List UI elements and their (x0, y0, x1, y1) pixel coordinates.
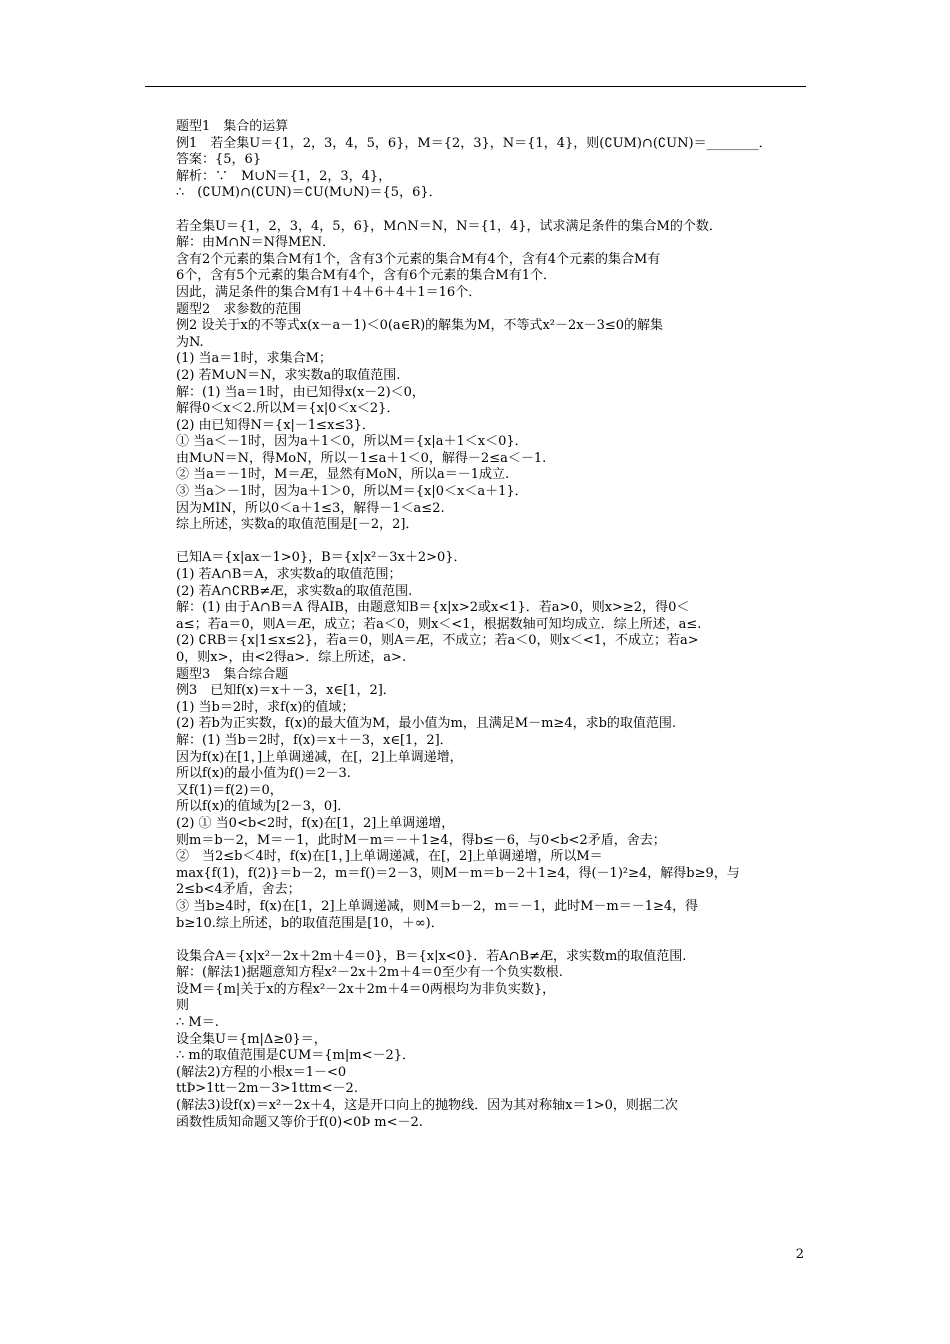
header-rule (145, 86, 806, 87)
text-line: 题型1 集合的运算 (176, 119, 289, 134)
text-line: ② 当a＝－1时，M＝Æ，显然有MoN，所以a＝－1成立. (176, 467, 510, 483)
text-line: (2) ∁RB＝{x|1≤x≤2}，若a＝0，则A＝Æ，不成立；若a＜0，则x＜<1，不成立；若a> (176, 633, 699, 649)
text-line: ∴ m的取值范围是∁UM＝{m|m<－2}． (176, 1048, 416, 1064)
text-line: 因此，满足条件的集合M有1＋4＋6＋4＋1＝16个． (176, 284, 482, 300)
text-line: ③ 当a＞－1时，因为a＋1＞0，所以M＝{x|0＜x＜a＋1}． (176, 484, 528, 500)
text-line: 若全集U＝{1，2，3，4，5，6}，M∩N＝N，N＝{1，4}，试求满足条件的集合M的个数． (176, 218, 722, 234)
page-number: 2 (795, 1247, 804, 1262)
document-body (176, 119, 812, 1131)
text-line: 含有2个元素的集合M有1个，含有3个元素的集合M有4个，含有4个元素的集合M有 (176, 251, 661, 267)
blank-line (176, 932, 812, 949)
text-line: 解：由M∩N＝N得MËN． (176, 235, 336, 251)
text-line: 答案：{5，6} (176, 152, 262, 168)
text-line: 由M∪N＝N，得MoN，所以－1≤a＋1＜0，解得－2≤a＜－1. (176, 450, 547, 466)
text-line: 因为f(x)在[1，]上单调递减，在[，2]上单调递增， (176, 749, 463, 765)
text-line: 解：(解法1)据题意知方程x²－2x＋2m＋4＝0至少有一个负实数根. (176, 965, 563, 981)
text-line: 所以f(x)的最小值为f()＝2－3. (176, 766, 351, 782)
text-line: (解法2)方程的小根x＝1－<0 (176, 1064, 347, 1080)
text-line: (2) ① 当0<b<2时，f(x)在[1，2]上单调递增， (176, 815, 455, 831)
text-line: 解得0＜x＜2.所以M＝{x|0＜x＜2}． (176, 401, 400, 417)
text-line: 设集合A＝{x|x²－2x＋2m＋4＝0}，B＝{x|x<0}．若A∩B≠Æ，求实数m的取值范围. (176, 948, 687, 964)
text-line: ② 当2≤b＜4时，f(x)在[1，]上单调递减，在[，2]上单调递增，所以M＝ (176, 849, 603, 865)
text-line: 例1 若全集U＝{1，2，3，4，5，6}，M＝{2，3}，N＝{1，4}，则(∁UM)∩(∁UN)＝________． (176, 135, 772, 151)
text-line: (2) 若M∪N＝N，求实数a的取值范围. (176, 367, 401, 383)
text-line: 综上所述，实数a的取值范围是[－2，2]． (176, 517, 419, 533)
text-line: (解法3)设f(x)＝x²－2x＋4，这是开口向上的抛物线．因为其对称轴x＝1>0，则据二次 (176, 1098, 678, 1114)
text-line: (2) 由已知得N＝{x|－1≤x≤3}． (176, 417, 375, 433)
text-line: max{f(1)，f(2)}＝b－2，m＝f()＝2－3，则M－m＝b－2＋1≥4，得(－1)²≥4，解得b≥9，与 (176, 865, 740, 881)
text-line: 则 (176, 998, 190, 1014)
text-line: 题型2 求参数的范围 (176, 301, 302, 317)
text-line: (1) 若A∩B＝A，求实数a的取值范围； (176, 567, 402, 583)
text-line: 例2 设关于x的不等式x(x－a－1)＜0(a∈R)的解集为M，不等式x²－2x－3≤0的解集 (176, 318, 664, 334)
text-line: 2≤b<4矛盾，舍去； (176, 882, 301, 898)
text-line: 6个，含有5个元素的集合M有4个，含有6个元素的集合M有1个． (176, 268, 556, 284)
text-line: 解：(1) 当b＝2时，f(x)＝x＋－3，x∈[1，2]． (176, 732, 453, 748)
text-line: ttÞ>1tt－2m－3>1ttm<－2. (176, 1081, 358, 1097)
text-line: 则m＝b－2，M＝－1，此时M－m＝－＋1≥4，得b≤－6，与0<b<2矛盾，舍去； (176, 832, 666, 848)
text-line: 已知A＝{x|ax－1>0}，B＝{x|x²－3x＋2>0}． (176, 550, 467, 566)
text-line: ∴ (∁UM)∩(∁UN)＝∁U(M∪N)＝{5，6}． (176, 185, 442, 201)
blank-line (176, 202, 812, 219)
text-line: (2) 若b为正实数，f(x)的最大值为M，最小值为m，且满足M－m≥4，求b的取值范围. (176, 716, 677, 732)
text-line: 题型3 集合综合题 (176, 666, 289, 682)
text-line: 解：(1) 由于A∩B＝A 得AÍB，由题意知B＝{x|x>2或x<1}．若a>0，则x>≥2，得0＜ (176, 600, 690, 616)
text-line: ∴ M＝. (176, 1015, 219, 1031)
text-line: 解：(1) 当a＝1时，由已知得x(x－2)＜0， (176, 384, 425, 400)
text-line: 函数性质知命题又等价于f(0)<0Þ m<－2. (176, 1114, 423, 1130)
text-line: 又f(1)＝f(2)＝0， (176, 782, 283, 798)
text-line: (1) 当b＝2时，求f(x)的值域； (176, 699, 355, 715)
text-line: b≥10.综上所述，b的取值范围是[10，＋∞)． (176, 915, 444, 931)
text-line: 设全集U＝{m|Δ≥0}＝， (176, 1031, 327, 1047)
blank-line (176, 534, 812, 551)
text-line: a≤；若a＝0，则A＝Æ，成立；若a＜0，则x＜<1，根据数轴可知均成立．综上所述，a≤. (176, 616, 702, 632)
text-line: 设M＝{m|关于x的方程x²－2x＋2m＋4＝0两根均为非负实数}， (176, 981, 556, 997)
text-line: (2) 若A∩∁RB≠Æ，求实数a的取值范围. (176, 583, 413, 599)
text-line: 为N. (176, 334, 204, 350)
text-line: (1) 当a＝1时，求集合M； (176, 351, 332, 367)
text-line: ③ 当b≥4时，f(x)在[1，2]上单调递减，则M＝b－2，m＝－1，此时M－m＝－1≥4，得 (176, 898, 699, 914)
text-line: 例3 已知f(x)＝x＋－3，x∈[1，2]． (176, 683, 396, 699)
text-line: ① 当a＜－1时，因为a＋1＜0，所以M＝{x|a＋1＜x＜0}． (176, 434, 528, 450)
text-line: 解析：∵ M∪N＝{1，2，3，4}， (176, 168, 392, 184)
text-line: 所以f(x)的值域为[2－3，0]． (176, 799, 351, 815)
text-line: 0，则x>，由<2得a>．综上所述，a>. (176, 650, 407, 665)
text-line: 因为MÍN，所以0＜a＋1≤3，解得－1＜a≤2. (176, 500, 445, 516)
